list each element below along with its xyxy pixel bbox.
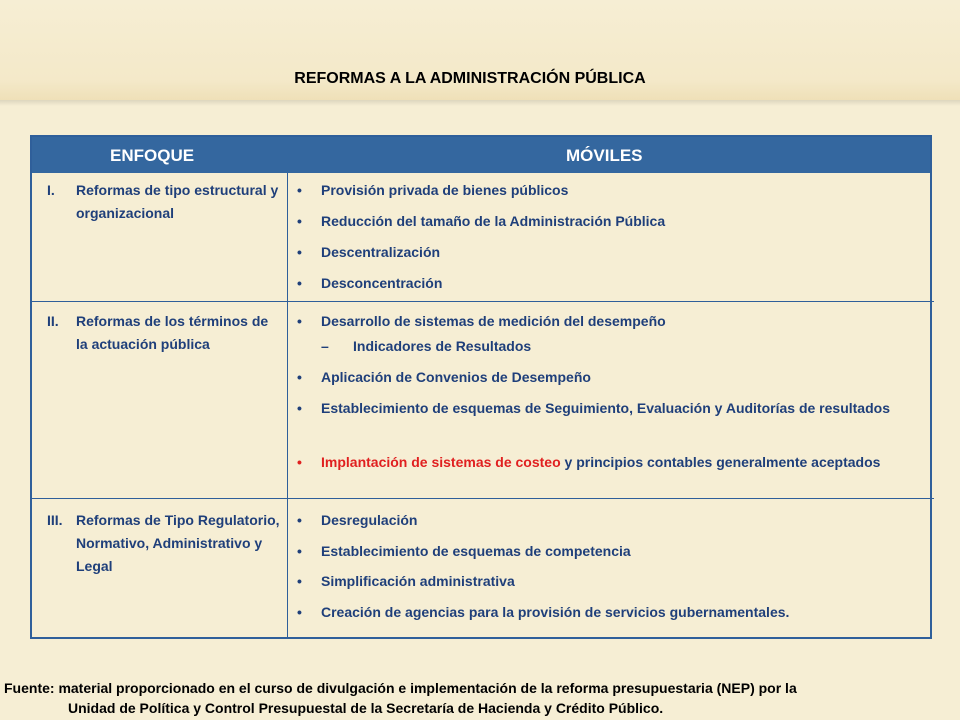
row-divider <box>32 498 934 499</box>
bullet-icon: • <box>297 400 302 416</box>
bullet-icon: • <box>297 604 302 620</box>
header-moviles: MÓVILES <box>566 146 643 165</box>
enfoque-text: Reformas de Tipo Regulatorio, Normativo, Administrativo y Legal <box>76 512 280 574</box>
item-text: Desconcentración <box>321 275 443 291</box>
dash-icon: – <box>321 338 329 354</box>
bullet-icon: • <box>297 543 302 559</box>
bullet-icon: • <box>297 244 302 260</box>
item-text: Descentralización <box>321 244 441 260</box>
enfoque-text: Reformas de tipo estructural y organizacional <box>76 182 279 221</box>
source-footnote <box>4 678 944 718</box>
footnote-line-1: Fuente: material proporcionado en el curso de divulgación e implementación de la reforma presupuestaria (NEP) por la <box>4 680 797 696</box>
highlight-text: Implantación de sistemas de costeo <box>321 454 561 470</box>
bullet-icon: • <box>297 512 302 528</box>
footnote-line-2: Unidad de Política y Control Presupuestal de la Secretaría de Hacienda y Crédito Público. <box>68 700 664 716</box>
item-text: Creación de agencias para la provisión de servicios gubernamentales. <box>321 604 790 620</box>
bullet-icon: • <box>297 213 302 229</box>
row-number: III. <box>47 512 63 528</box>
item-text: Simplificación administrativa <box>321 573 515 589</box>
table-header <box>32 137 930 173</box>
reforms-table <box>30 135 932 639</box>
column-divider <box>287 173 288 637</box>
item-text-continued: y principios contables generalmente aceptados <box>560 454 881 470</box>
sub-item-text: Indicadores de Resultados <box>353 338 532 354</box>
item-text: Establecimiento de esquemas de Seguimiento, Evaluación y Auditorías de resultados <box>321 400 890 416</box>
item-text: Reducción del tamaño de la Administración Pública <box>321 213 666 229</box>
bullet-icon: • <box>297 313 302 329</box>
item-text <box>321 451 921 474</box>
bullet-icon: • <box>297 369 302 385</box>
row-number: II. <box>47 313 59 329</box>
item-text: Desregulación <box>321 512 418 528</box>
enfoque-text: Reformas de los términos de la actuación pública <box>76 313 269 352</box>
item-text: Aplicación de Convenios de Desempeño <box>321 369 591 385</box>
row-number: I. <box>47 182 55 198</box>
header-enfoque: ENFOQUE <box>110 146 195 165</box>
page-title: REFORMAS A LA ADMINISTRACIÓN PÚBLICA <box>294 70 646 87</box>
item-text: Desarrollo de sistemas de medición del desempeño <box>321 313 666 329</box>
bullet-icon: • <box>297 454 302 470</box>
item-text: Establecimiento de esquemas de competencia <box>321 543 631 559</box>
row-divider <box>32 301 934 302</box>
bullet-icon: • <box>297 182 302 198</box>
bullet-icon: • <box>297 275 302 291</box>
bullet-icon: • <box>297 573 302 589</box>
item-text: Provisión privada de bienes públicos <box>321 182 569 198</box>
